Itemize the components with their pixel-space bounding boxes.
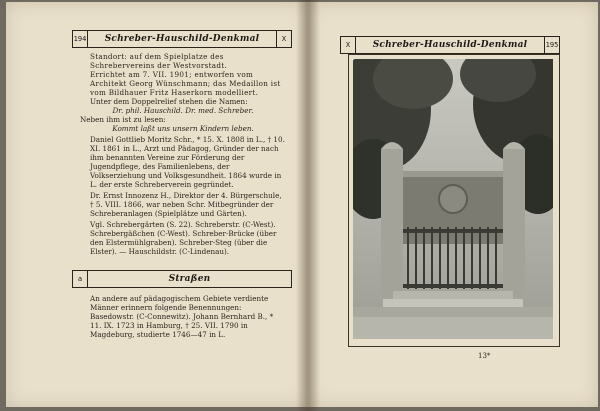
monument-photo-illustration [353, 59, 553, 339]
left-page [6, 2, 308, 407]
right-page [308, 2, 598, 407]
left-body-bottom [80, 294, 286, 339]
streets-title: Straßen [168, 274, 211, 284]
right-corner-mark: X [341, 37, 356, 53]
names-intro: Unter dem Doppelrelief stehen die Namen: [90, 97, 248, 106]
bio-schreber: Daniel Gottlieb Moritz Schr., * 15. X. 1808 in L., † 10. XI. 1861 in L., Arzt und Pädagog, Gründer der nach ihm benannten Vereine zur Förderung der Jugendpflege, des Familienlebens, der Volkserziehung und Volksgesundheit. 1864 wurde in L. der erste Schreberverein gegründet. [90, 135, 285, 189]
right-page-number: 195 [544, 37, 559, 53]
inscription-quote: Kommt laßt uns unsern Kindern leben. [112, 124, 254, 133]
left-header-title: Schreber-Hauschild-Denkmal [104, 34, 260, 44]
bio-hauschild: Dr. Ernst Innozenz H., Direktor der 4. Bürgerschule, † 5. VIII. 1866, war neben Schr. Mitbegründer der Schreberanlagen (Spielplätze und Gärten). [90, 191, 282, 218]
right-header-title: Schreber-Hauschild-Denkmal [372, 40, 528, 50]
right-header [340, 36, 560, 54]
streets-header [72, 270, 292, 288]
left-corner-mark: X [276, 31, 291, 47]
signature-mark: 13* [478, 352, 491, 360]
inscription-intro: Neben ihm ist zu lesen: [80, 115, 166, 124]
streets-paragraph: An andere auf pädagogischem Gebiete verdiente Männer erinnern folgende Benennungen: Basedowstr. (C-Connewitz). Johann Bernhard B., * 11. IX. 1723 in Hamburg, † 25. VII. 1790 in Magdeburg, studierte 1746—47 in L. [90, 294, 274, 339]
location-paragraph: Standort: auf dem Spielplatze des Schrebervereins der Westvorstadt. [90, 52, 228, 70]
see-also: Vgl. Schrebergärten (S. 22). Schreberstr. (C-West). Schrebergäßchen (C-West). Schreber-Brücke (über den Elstermühlgraben). Schreber-Steg (über die Elster). — Hauschildstr. (C-Lindenau). [90, 220, 277, 256]
construction-paragraph: Errichtet am 7. VII. 1901; entworfen vom Architekt Georg Wünschmann; das Medaillon ist vom Bildhauer Fritz Haserkorn modelliert. [90, 70, 281, 97]
monument-photo [353, 59, 553, 339]
names-line: Dr. phil. Hauschild. Dr. med. Schreber. [112, 106, 254, 115]
left-header [72, 30, 292, 48]
streets-corner-mark: a [73, 271, 88, 287]
left-page-number: 194 [73, 31, 88, 47]
left-body-top [80, 52, 286, 256]
